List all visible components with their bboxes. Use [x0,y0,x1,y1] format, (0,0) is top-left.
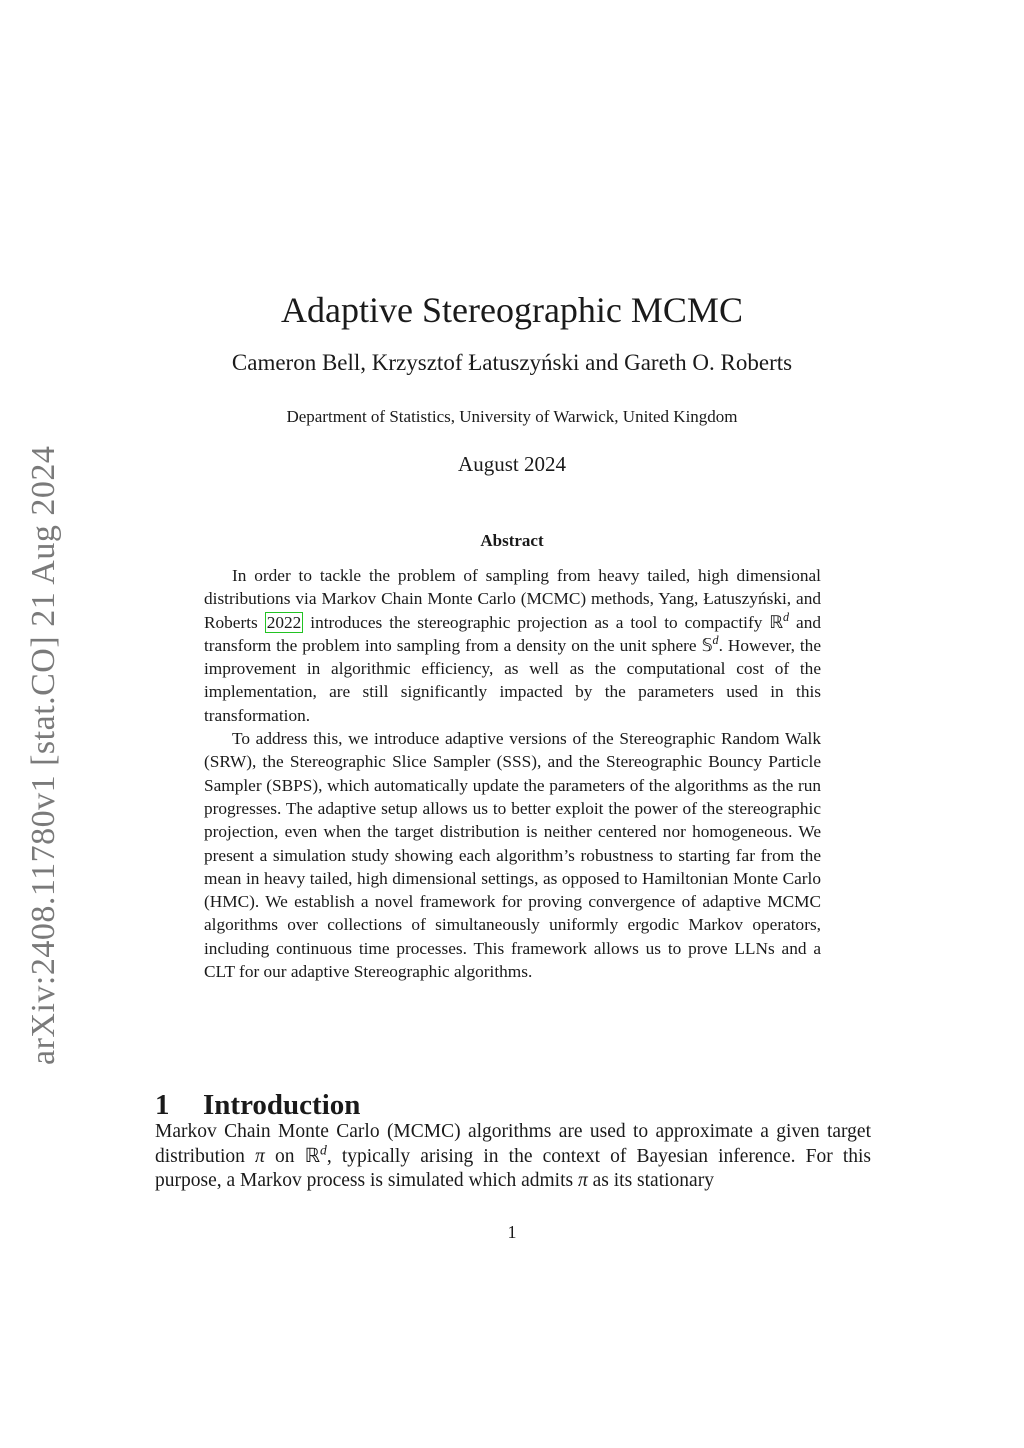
author-list: Cameron Bell, Krzysztof Łatuszyński and Gareth O. Roberts [231,350,793,375]
math-superscript: d [712,633,719,648]
math-symbol: π [577,1170,588,1192]
section-number: 1 [155,1089,170,1122]
paper-title: Adaptive Stereographic MCMC [281,290,743,331]
abstract-text: and transform the problem into sampling from a density on the unit sphere 𝕊 [204,612,821,655]
body-text: on ℝ [264,1145,321,1167]
abstract-heading: Abstract [480,531,544,550]
abstract-text: . However, the improvement in algorithmic efficiency, as well as the computational cost of the implementation, are still significantly impacted by the parameters used in this transformation. [204,635,821,725]
arxiv-identifier-stamp: arXiv:2408.11780v1 [stat.CO] 21 Aug 2024 [25,445,62,1065]
abstract-paragraph-2: To address this, we introduce adaptive versions of the Stereographic Random Walk (SRW), the Stereographic Slice Sampler (SSS), and the Stereographic Bouncy Particle Sampler (SBPS), which automatically update the parameters of the algorithms as the run progresses. The adaptive setup allows us to better exploit the power of the stereographic projection, even when the target distribution is neither centered nor homogeneous. We present a simulation study showing each algorithm’s robustness to starting far from the mean in heavy tailed, high dimensional settings, as opposed to Hamiltonian Monte Carlo (HMC). We establish a novel framework for proving convergence of adaptive MCMC algorithms over collections of simultaneously uniformly ergodic Markov operators, including continuous time processes. This framework allows us to prove LLNs and a CLT for our adaptive Stereographic algorithms. [204,729,821,982]
citation-link[interactable]: 2022 [266,612,302,632]
body-text: as its stationary [587,1170,714,1192]
body-text: Markov Chain Monte Carlo (MCMC) algorithms are used to approximate a given target distribution [155,1121,871,1167]
abstract-body [204,564,821,983]
section-title: Introduction [203,1089,361,1122]
math-symbol: π [255,1145,265,1167]
abstract-text: In order to tackle the problem of sampling from heavy tailed, high dimensional distributions via Markov Chain Monte Carlo (MCMC) methods, Yang, Łatuszyński, and Roberts [204,566,821,632]
math-superscript: d [783,609,790,624]
section-heading-introduction [155,1089,360,1122]
abstract-paragraph-1 [204,564,821,727]
body-text: , typically arising in the context of Bayesian inference. For this purpose, a Markov process is simulated which admits [155,1145,871,1192]
abstract-text: introduces the stereographic projection as a tool to compactify ℝ [303,612,783,632]
page-number: 1 [507,1222,517,1242]
math-superscript: d [320,1142,327,1158]
publication-date: August 2024 [458,452,566,476]
introduction-paragraph [155,1120,871,1194]
affiliation: Department of Statistics, University of Warwick, United Kingdom [286,407,738,426]
